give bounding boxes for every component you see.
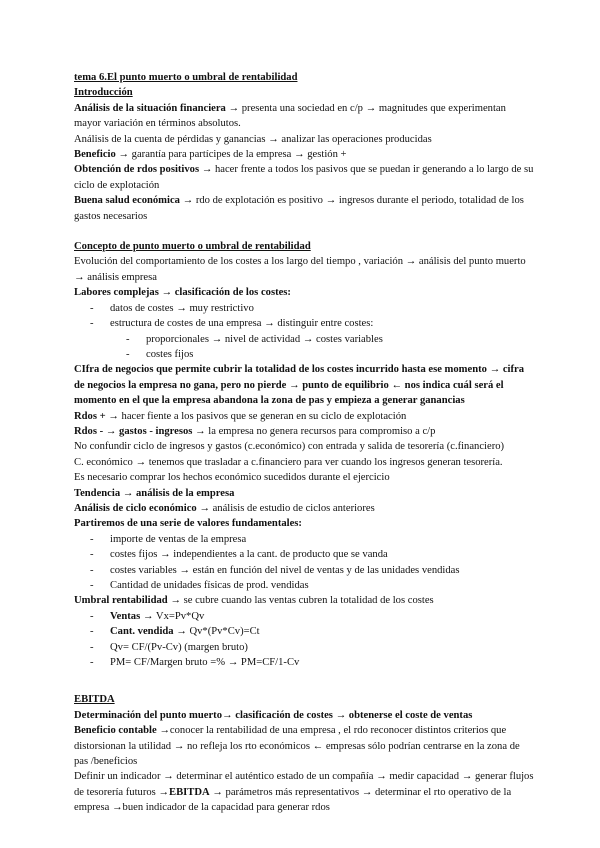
rdos-positivos-line: Rdos + → hacer fiente a los pasivos que se generan en su ciclo de explotación <box>74 410 407 422</box>
section-heading-concepto: Concepto de punto muerto o umbral de rentabilidad <box>74 241 311 253</box>
no-confundir-line: No confundir ciclo de ingresos y gastos (c.económico) con entrada y salida de tesorería (c.financiero) <box>74 441 505 453</box>
cifra-negocios-paragraph: CIfra de negocios que permite cubrir la totalidad de los costes incurrido hasta ese momento → cifra de negocios la empresa no gana, pero no pierde → punto de equilibrio ← nos indica cuál será el momento en el que la empresa abandona la zona de pas y empieza a generar ganancias <box>74 364 524 407</box>
document-title: tema 6.El punto muerto o umbral de rentabilidad <box>74 72 298 83</box>
bold-term: Beneficio <box>74 149 116 161</box>
c-economico-line: C. económico → tenemos que trasladar a c.financiero para ver cuando los ingresos generan tesorería. <box>74 456 503 468</box>
determinacion-line: Determinación del punto muerto→ clasificación de costes → obtenerse el coste de ventas <box>74 709 473 721</box>
evolucion-paragraph: Evolución del comportamiento de los costes a los largo del tiempo , variación → análisis del punto muerto → análisis empresa <box>74 256 526 283</box>
list-item: - importe de ventas de la empresa <box>90 533 247 545</box>
intro-paragraph-3 <box>74 147 534 162</box>
sub-list-item: - costes fijos <box>126 348 194 360</box>
partiremos-line: Partiremos de una serie de valores fundamentales: <box>74 518 302 530</box>
intro-paragraph-4 <box>74 162 534 193</box>
list-item: - datos de costes → muy restrictivo <box>90 302 254 314</box>
analisis-ciclo-line: Análisis de ciclo económico → análisis de estudio de ciclos anteriores <box>74 502 375 514</box>
beneficio-contable-paragraph: Beneficio contable →conocer la rentabilidad de una empresa , el rdo reconocer distintos criterios que distorsionan la utilidad → no refleja los rto económicos ← empresas sólo podrían centrarse en la zona de pas /beneficios <box>74 725 520 768</box>
section-heading-ebitda: EBITDA <box>74 694 115 706</box>
list-item: - costes fijos → independientes a la cant. de producto que se vanda <box>90 549 388 561</box>
text: → hacer frente a todos los pasivos que se puedan ir generando a lo largo de su ciclo de explotación <box>74 164 534 191</box>
list-item: - costes variables → están en función del nivel de ventas y de las unidades vendidas <box>90 564 460 576</box>
list-item: - estructura de costes de una empresa → distinguir entre costes: <box>90 318 374 330</box>
umbral-line: Umbral rentabilidad → se cubre cuando las ventas cubren la totalidad de los costes <box>74 595 434 607</box>
tendencia-line: Tendencia → análisis de la empresa <box>74 487 235 499</box>
formula-item: - Qv= CF/(Pv-Cv) (margen bruto) <box>90 641 248 653</box>
formula-item: - Ventas → Vx=Pv*Qv <box>90 610 205 622</box>
bold-term: Análisis de la situación financiera <box>74 102 226 114</box>
intro-paragraph-5 <box>74 193 534 224</box>
section-heading-intro: Introducción <box>74 87 133 99</box>
intro-paragraph-1 <box>74 101 534 132</box>
definir-indicador-paragraph: Definir un indicador → determinar el auténtico estado de un compañía → medir capacidad → generar flujos de tesorería futuros →EBITDA → parámetros más representativos → determinar el rto operativo de la empresa →buen indicador de la capacidad para generar rdos <box>74 771 534 814</box>
rdos-negativos-line: Rdos - → gastos - ingresos → la empresa no genera recursos para compromiso a c/p <box>74 425 436 437</box>
formula-item: - PM= CF/Margen bruto =% → PM=CF/1-Cv <box>90 657 300 669</box>
text: → presenta una sociedad en c/p → magnitudes que experimentan mayor variación en términos absolutos. <box>74 102 506 130</box>
document-page <box>74 70 534 816</box>
list-item: - Cantidad de unidades físicas de prod. vendidas <box>90 580 309 591</box>
sub-list-item: - proporcionales → nivel de actividad → costes variables <box>126 333 383 345</box>
intro-paragraph-2: Análisis de la cuenta de pérdidas y ganancias → analizar las operaciones producidas <box>74 133 432 145</box>
necesario-line: Es necesario comprar los hechos económico sucedidos durante el ejercicio <box>74 472 390 484</box>
text: → garantía para partícipes de la empresa → gestión + <box>115 149 347 161</box>
labores-line: Labores complejas → clasificación de los costes: <box>74 287 291 299</box>
formula-item: - Cant. vendida → Qv*(Pv*Cv)=Ct <box>90 626 260 638</box>
text: → rdo de explotación es positivo → ingresos durante el periodo, totalidad de los gastos necesarios <box>74 195 524 222</box>
bold-term: Buena salud económica <box>74 195 180 207</box>
bold-term: Obtención de rdos positivos <box>74 164 200 176</box>
